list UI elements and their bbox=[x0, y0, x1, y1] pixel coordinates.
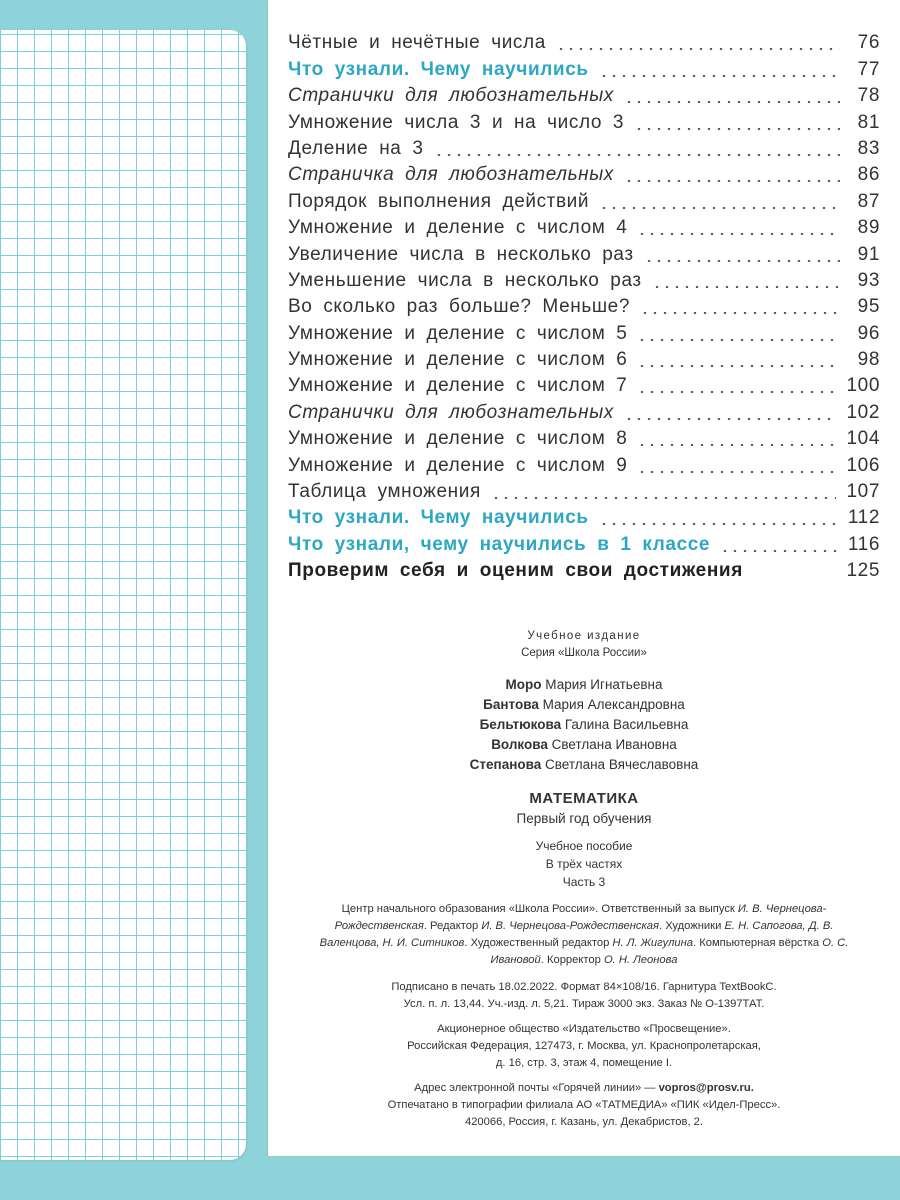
toc-entry-title: Что узнали. Чему научились bbox=[288, 58, 589, 80]
toc-entry-page: 93 bbox=[857, 269, 880, 291]
credit-person: Е. Н. Сапогова, Д. В. Валенцова, Н. И. Ситников bbox=[319, 920, 834, 949]
dot-leader bbox=[624, 418, 837, 420]
dot-leader bbox=[556, 48, 840, 50]
toc-entry bbox=[288, 503, 880, 529]
imprint-block bbox=[268, 628, 900, 1131]
author-surname: Волкова bbox=[491, 737, 548, 752]
dot-leader bbox=[640, 312, 840, 314]
credit-person: О. Н. Леонова bbox=[603, 954, 678, 966]
author-name: Светлана Вячеславовна bbox=[545, 757, 699, 772]
hotline-label: Адрес электронной почты «Горячей линии» — bbox=[414, 1082, 656, 1094]
toc-entry-title: Проверим себя и оценим свои достижения bbox=[288, 560, 743, 582]
edition-kind: Учебное издание bbox=[527, 630, 641, 642]
toc-entry bbox=[288, 556, 880, 582]
author-surname: Бельтюкова bbox=[479, 717, 562, 732]
author-entry bbox=[268, 735, 900, 755]
dot-leader bbox=[720, 550, 838, 552]
author-name: Мария Игнатьевна bbox=[545, 677, 663, 692]
credit-person: Н. Л. Жигулина bbox=[612, 937, 693, 949]
toc-entry bbox=[288, 450, 880, 476]
toc-entry bbox=[288, 54, 880, 80]
credit-text: . Художественный редактор bbox=[464, 937, 613, 949]
dot-leader bbox=[491, 497, 837, 499]
toc-entry bbox=[288, 529, 880, 555]
publisher-line-1: Акционерное общество «Издательство «Просвещение». bbox=[437, 1023, 731, 1035]
toc-entry-page: 78 bbox=[857, 85, 880, 107]
author-name: Светлана Ивановна bbox=[551, 737, 677, 752]
toc-entry-title: Таблица умножения bbox=[288, 481, 481, 503]
toc-entry-page: 83 bbox=[857, 137, 880, 159]
dot-leader bbox=[652, 286, 840, 288]
author-name: Мария Александровна bbox=[542, 697, 685, 712]
toc-entry bbox=[288, 345, 880, 371]
toc-entry bbox=[288, 371, 880, 397]
credits-paragraph bbox=[304, 901, 864, 969]
dot-leader bbox=[599, 523, 838, 525]
toc-entry bbox=[288, 266, 880, 292]
hotline-email: vopros@prosv.ru. bbox=[658, 1082, 754, 1094]
toc-entry bbox=[288, 160, 880, 186]
printer-line-1: Отпечатано в типографии филиала АО «ТАТМЕДИА» «ПИК «Идел-Пресс». bbox=[387, 1099, 781, 1111]
toc-entry-page: 112 bbox=[847, 507, 880, 529]
hotline-line bbox=[268, 1080, 900, 1097]
toc-entry-title: Чётные и нечётные числа bbox=[288, 32, 546, 54]
toc-entry-page: 98 bbox=[857, 349, 880, 371]
dot-leader bbox=[624, 101, 840, 103]
toc-entry-title: Странички для любознательных bbox=[288, 85, 614, 107]
toc-entry bbox=[288, 397, 880, 423]
toc-entry-title: Умножение и деление с числом 9 bbox=[288, 454, 628, 476]
printing-line-1: Подписано в печать 18.02.2022. Формат 84×108/16. Гарнитура TextBookC. bbox=[391, 981, 777, 993]
publisher-info bbox=[268, 1021, 900, 1072]
dot-leader bbox=[637, 471, 836, 473]
credit-text: Центр начального образования «Школа России». Ответственный за выпуск bbox=[341, 903, 738, 915]
toc-entry bbox=[288, 28, 880, 54]
author-list bbox=[268, 675, 900, 775]
toc-entry-page: 81 bbox=[857, 111, 880, 133]
toc-entry-page: 100 bbox=[846, 375, 880, 397]
dot-leader bbox=[637, 391, 836, 393]
printing-details bbox=[268, 979, 900, 1013]
toc-entry bbox=[288, 318, 880, 344]
dot-leader bbox=[644, 260, 840, 262]
toc-entry bbox=[288, 107, 880, 133]
toc-entry-title: Уменьшение числа в несколько раз bbox=[288, 269, 642, 291]
toc-entry bbox=[288, 477, 880, 503]
dot-leader bbox=[599, 207, 840, 209]
graph-paper-page bbox=[0, 30, 246, 1160]
toc-entry-title: Умножение и деление с числом 4 bbox=[288, 217, 628, 239]
author-name: Галина Васильевна bbox=[564, 717, 689, 732]
dot-leader bbox=[434, 154, 840, 156]
contact-info bbox=[268, 1080, 900, 1131]
credit-text: . Художники bbox=[658, 920, 725, 932]
parts-count: В трёх частях bbox=[545, 857, 623, 871]
toc-entry bbox=[288, 213, 880, 239]
printing-line-2: Усл. п. л. 13,44. Уч.-изд. л. 5,21. Тираж 3000 экз. Заказ № О-1397ТАТ. bbox=[403, 998, 765, 1010]
toc-entry-page: 104 bbox=[846, 428, 880, 450]
toc-entry bbox=[288, 186, 880, 212]
dot-leader bbox=[599, 75, 840, 77]
toc-entry-page: 125 bbox=[846, 560, 880, 582]
toc-entry-page: 87 bbox=[857, 190, 880, 212]
toc-entry-page: 89 bbox=[857, 217, 880, 239]
part-number: Часть 3 bbox=[562, 875, 606, 889]
toc-entry-title: Увеличение числа в несколько раз bbox=[288, 243, 634, 265]
toc-entry-page: 96 bbox=[857, 322, 880, 344]
publisher-line-2: Российская Федерация, 127473, г. Москва, ул. Краснопролетарская, bbox=[407, 1040, 761, 1052]
toc-entry-page: 116 bbox=[847, 533, 880, 555]
author-surname: Бантова bbox=[483, 697, 539, 712]
toc-entry-title: Порядок выполнения действий bbox=[288, 190, 590, 212]
author-surname: Степанова bbox=[469, 757, 542, 772]
printer-line-2: 420066, Россия, г. Казань, ул. Декабристов, 2. bbox=[464, 1116, 703, 1128]
book-subtitle: Первый год обучения bbox=[516, 811, 652, 826]
credit-text: . Корректор bbox=[540, 954, 604, 966]
toc-entry bbox=[288, 134, 880, 160]
dot-leader bbox=[637, 444, 836, 446]
dot-leader bbox=[634, 128, 840, 130]
author-entry bbox=[268, 715, 900, 735]
author-surname: Моро bbox=[505, 677, 542, 692]
toc-entry-page: 106 bbox=[846, 454, 880, 476]
credit-text: . Компьютерная вёрстка bbox=[692, 937, 823, 949]
credit-text: . Редактор bbox=[423, 920, 482, 932]
author-entry bbox=[268, 695, 900, 715]
book-title: МАТЕМАТИКА bbox=[529, 790, 639, 807]
table-of-contents bbox=[288, 28, 880, 582]
publisher-line-3: д. 16, стр. 3, этаж 4, помещение I. bbox=[495, 1057, 673, 1069]
toc-entry-page: 76 bbox=[857, 32, 880, 54]
toc-entry bbox=[288, 292, 880, 318]
toc-entry bbox=[288, 424, 880, 450]
dot-leader bbox=[637, 339, 840, 341]
toc-entry-title: Умножение и деление с числом 8 bbox=[288, 428, 628, 450]
edition-info bbox=[268, 837, 900, 891]
toc-entry-title: Умножение и деление с числом 5 bbox=[288, 322, 628, 344]
credit-person: О. С. Ивановой bbox=[490, 937, 849, 966]
toc-entry-page: 77 bbox=[857, 58, 880, 80]
credit-person: И. В. Чернецова-Рождественская bbox=[481, 920, 659, 932]
book-page bbox=[268, 0, 900, 1156]
credit-person: И. В. Чернецова-Рождественская bbox=[334, 903, 827, 932]
toc-entry-title: Умножение и деление с числом 6 bbox=[288, 349, 628, 371]
dot-leader bbox=[624, 180, 840, 182]
toc-entry-page: 91 bbox=[857, 243, 880, 265]
edition-type: Учебное пособие bbox=[535, 839, 633, 853]
toc-entry-page: 107 bbox=[846, 481, 880, 503]
dot-leader bbox=[637, 233, 840, 235]
toc-entry-title: Страничка для любознательных bbox=[288, 164, 614, 186]
toc-entry-title: Во сколько раз больше? Меньше? bbox=[288, 296, 631, 318]
book-series: Серия «Школа России» bbox=[521, 647, 647, 659]
toc-entry bbox=[288, 239, 880, 265]
dot-leader bbox=[753, 576, 837, 578]
toc-entry-page: 102 bbox=[846, 401, 880, 423]
toc-entry-title: Деление на 3 bbox=[288, 137, 424, 159]
toc-entry-title: Что узнали, чему научились в 1 классе bbox=[288, 533, 711, 555]
toc-entry bbox=[288, 81, 880, 107]
author-entry bbox=[268, 755, 900, 775]
author-entry bbox=[268, 675, 900, 695]
toc-entry-title: Умножение числа 3 и на число 3 bbox=[288, 111, 625, 133]
dot-leader bbox=[637, 365, 840, 367]
toc-entry-page: 86 bbox=[857, 164, 880, 186]
toc-entry-title: Умножение и деление с числом 7 bbox=[288, 375, 628, 397]
toc-entry-page: 95 bbox=[857, 296, 880, 318]
toc-entry-title: Странички для любознательных bbox=[288, 401, 614, 423]
toc-entry-title: Что узнали. Чему научились bbox=[288, 507, 589, 529]
